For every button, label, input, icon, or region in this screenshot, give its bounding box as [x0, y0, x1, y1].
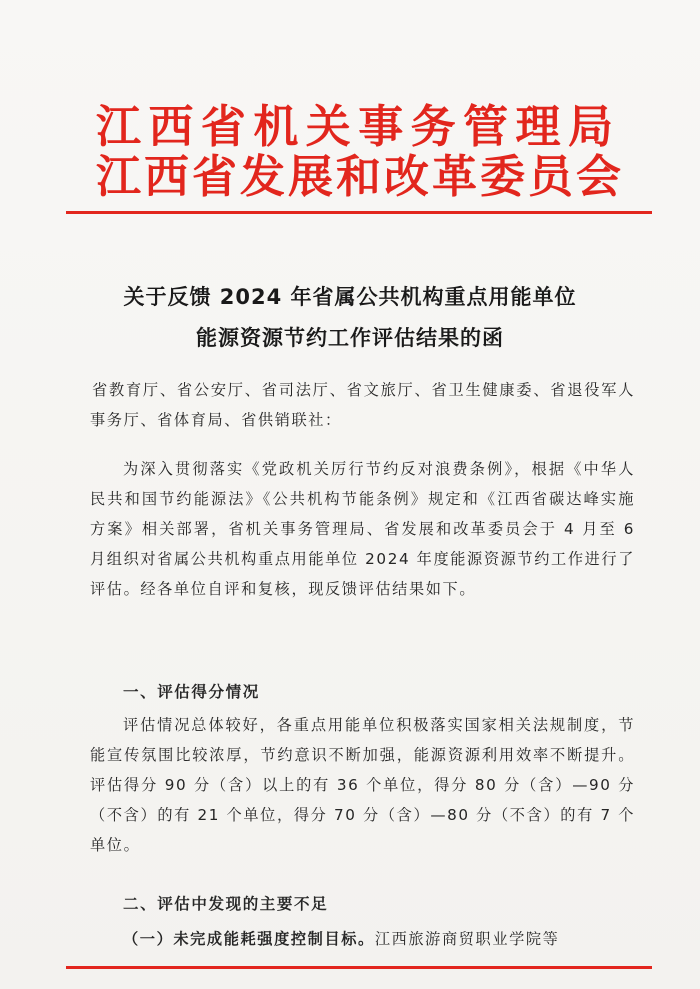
letterhead: [96, 100, 625, 203]
intro-paragraph: 为深入贯彻落实《党政机关厉行节约反对浪费条例》，根据《中华人民共和国节约能源法》《公共机构节能条例》规定和《江西省碳达峰实施方案》相关部署，省机关事务管理局、省发展和改革委员会于 4 月至 6 月组织对省属公共机构重点用能单位 2024 年度能源资源节约工作进行了评估。经各单位自评和复核，现反馈评估结果如下。: [90, 460, 635, 598]
letterhead-org-1: 江西省机关事务管理局: [96, 100, 616, 153]
addressee-paragraph: 省教育厅、省公安厅、省司法厅、省文旅厅、省卫生健康委、省退役军人事务厅、省体育局、省供销联社：: [90, 381, 635, 429]
document-title-line-2: 能源资源节约工作评估结果的函: [196, 326, 504, 350]
section-1-paragraph: 评估情况总体较好，各重点用能单位积极落实国家相关法规制度，节能宣传氛围比较浓厚，节约意识不断加强，能源资源利用效率不断提升。评估得分 90 分（含）以上的有 36 个单位，得分 80 分（含）—90 分（不含）的有 21 个单位，得分 70 分（含）—80 分（不含）的有 7 个单位。: [90, 716, 635, 854]
letterhead-red-rule: [66, 211, 652, 214]
subsection-1-heading: （一）未完成能耗强度控制目标。: [123, 930, 375, 948]
subsection-1-paragraph: [123, 924, 633, 954]
subsection-1-text: 江西旅游商贸职业学院等: [374, 930, 560, 948]
section-1-heading: 一、评估得分情况: [123, 683, 260, 701]
footer-red-rule: [66, 966, 652, 969]
section-2-heading: 二、评估中发现的主要不足: [123, 895, 329, 913]
document-title-line-1: 关于反馈 2024 年省属公共机构重点用能单位: [123, 285, 577, 309]
letterhead-org-2: 江西省发展和改革委员会: [96, 150, 625, 203]
